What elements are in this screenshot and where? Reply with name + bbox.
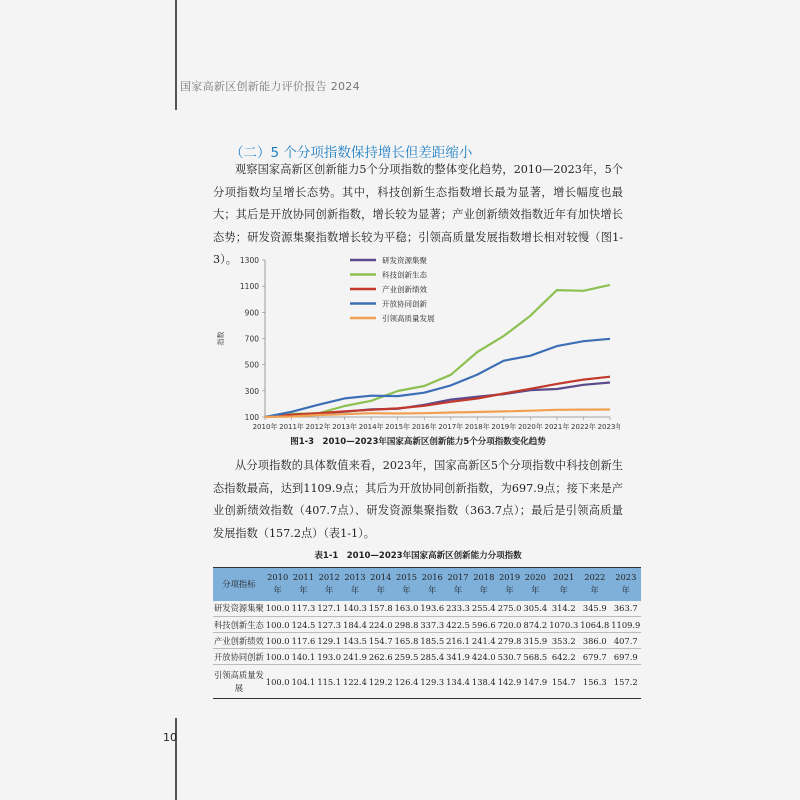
table-cell: 140.3	[342, 601, 368, 617]
x-tick-label: 2017年	[438, 423, 464, 431]
table-header-year: 2018年	[471, 568, 497, 601]
table-header-row	[213, 568, 641, 601]
table-cell: 275.0	[497, 601, 523, 617]
table-cell: 100.0	[265, 617, 291, 633]
table-cell: 314.2	[548, 601, 579, 617]
table-row-label: 研发资源集聚	[213, 601, 265, 617]
table-header-year: 2017年	[445, 568, 471, 601]
y-tick-label: 500	[244, 360, 259, 370]
x-tick-label: 2014年	[358, 423, 384, 431]
legend-label: 研发资源集聚	[382, 256, 427, 265]
x-tick-label: 2019年	[491, 423, 517, 431]
table-cell: 100.0	[265, 633, 291, 649]
table-cell: 298.8	[394, 617, 420, 633]
x-tick-label: 2016年	[411, 423, 437, 431]
series-line	[265, 377, 610, 417]
table-row	[213, 665, 641, 699]
paragraph-2-text: 从分项指数的具体数值来看，2023年，国家高新区5个分项指数中科技创新生态指数最高，达到1109.9点；其后为开放协同创新指数，为697.9点；接下来是产业创新绩效指数（407.7点）、研发资源集聚指数（363.7点）；最后是引领高质量发展指数（157.2点）（表1-1）。	[213, 459, 623, 540]
table-cell: 224.0	[368, 617, 394, 633]
table-cell: 1064.8	[579, 617, 610, 633]
table-cell: 124.5	[291, 617, 317, 633]
index-table	[213, 567, 641, 699]
table-cell: 337.3	[419, 617, 445, 633]
table-cell: 117.3	[291, 601, 317, 617]
table-cell: 241.9	[342, 649, 368, 665]
table-cell: 142.9	[497, 665, 523, 699]
table-cell: 596.6	[471, 617, 497, 633]
table-cell: 422.5	[445, 617, 471, 633]
legend-label: 科技创新生态	[382, 270, 427, 280]
table-cell: 424.0	[471, 649, 497, 665]
table-cell: 530.7	[497, 649, 523, 665]
table-row-label: 开放协同创新	[213, 649, 265, 665]
table-row	[213, 601, 641, 617]
x-tick-label: 2015年	[385, 423, 411, 431]
series-line	[265, 285, 610, 417]
x-tick-label: 2012年	[305, 423, 331, 431]
table-cell: 874.2	[522, 617, 548, 633]
table-header-year: 2022年	[579, 568, 610, 601]
table-header-year: 2013年	[342, 568, 368, 601]
table-cell: 697.9	[610, 649, 641, 665]
table-cell: 193.0	[316, 649, 342, 665]
table-cell: 127.1	[316, 601, 342, 617]
paragraph-2	[213, 455, 623, 545]
table-cell: 184.4	[342, 617, 368, 633]
legend-label: 引领高质量发展	[382, 314, 435, 323]
table-cell: 100.0	[265, 665, 291, 699]
table-cell: 285.4	[419, 649, 445, 665]
y-tick-label: 300	[244, 386, 259, 396]
table-cell: 642.2	[548, 649, 579, 665]
table-cell: 154.7	[548, 665, 579, 699]
page-number: 10	[163, 731, 177, 744]
table-cell: 341.9	[445, 649, 471, 665]
table-cell: 138.4	[471, 665, 497, 699]
table-cell: 353.2	[548, 633, 579, 649]
table-cell: 185.5	[419, 633, 445, 649]
table-cell: 115.1	[316, 665, 342, 699]
table-row-label: 产业创新绩效	[213, 633, 265, 649]
y-tick-label: 700	[244, 334, 259, 344]
table-cell: 104.1	[291, 665, 317, 699]
table-cell: 315.9	[522, 633, 548, 649]
legend-label: 产业创新绩效	[382, 285, 427, 294]
table-header-year: 2019年	[497, 568, 523, 601]
running-header: 国家高新区创新能力评价报告 2024	[180, 80, 360, 93]
table-cell: 127.3	[316, 617, 342, 633]
table-header-year: 2014年	[368, 568, 394, 601]
table-row	[213, 633, 641, 649]
table-cell: 129.1	[316, 633, 342, 649]
table-cell: 216.1	[445, 633, 471, 649]
table-cell: 122.4	[342, 665, 368, 699]
table-cell: 126.4	[394, 665, 420, 699]
table-cell: 407.7	[610, 633, 641, 649]
table-cell: 262.6	[368, 649, 394, 665]
y-tick-label: 900	[244, 308, 259, 318]
table-cell: 568.5	[522, 649, 548, 665]
x-tick-label: 2021年	[544, 423, 570, 431]
x-tick-label: 2011年	[279, 423, 304, 431]
table-cell: 720.0	[497, 617, 523, 633]
paragraph-1-text: 观察国家高新区创新能力5个分项指数的整体变化趋势，2010—2023年，5个分项指数均呈增长态势。其中，科技创新生态指数增长最为显著，增长幅度也最大；其后是开放协同创新指数，增长较为显著；产业创新绩效指数近年有加快增长态势；研发资源集聚指数增长较为平稳；引领高质量发展指数增长相对较慢（图1-3）。	[213, 163, 623, 266]
table-cell: 129.3	[419, 665, 445, 699]
legend-label: 开放协同创新	[382, 299, 427, 309]
x-tick-label: 2020年	[517, 423, 543, 431]
table-caption: 表1-1 2010—2023年国家高新区创新能力分项指数	[314, 551, 522, 561]
table-cell: 154.7	[368, 633, 394, 649]
table-header-year: 2012年	[316, 568, 342, 601]
table-cell: 163.0	[394, 601, 420, 617]
table-cell: 134.4	[445, 665, 471, 699]
table-cell: 305.4	[522, 601, 548, 617]
y-tick-label: 1100	[239, 282, 259, 292]
y-tick-label: 100	[244, 413, 259, 422]
section-title: （二）5 个分项指数保持增长但差距缩小	[230, 145, 473, 161]
table-header-year: 2023年	[610, 568, 641, 601]
table-cell: 140.1	[291, 649, 317, 665]
table-cell: 156.3	[579, 665, 610, 699]
table-cell: 165.8	[394, 633, 420, 649]
table-cell: 157.2	[610, 665, 641, 699]
table-cell: 233.3	[445, 601, 471, 617]
table-cell: 345.9	[579, 601, 610, 617]
chart-svg	[210, 250, 620, 435]
table-cell: 193.6	[419, 601, 445, 617]
table-cell: 241.4	[471, 633, 497, 649]
table-header-year: 2020年	[522, 568, 548, 601]
table-cell: 1070.3	[548, 617, 579, 633]
table-header-indicator: 分项指标	[213, 568, 265, 601]
table-cell: 143.5	[342, 633, 368, 649]
table-cell: 386.0	[579, 633, 610, 649]
table-cell: 117.6	[291, 633, 317, 649]
y-axis-label: 指数	[217, 331, 225, 346]
table-cell: 363.7	[610, 601, 641, 617]
y-tick-label: 1300	[239, 256, 259, 265]
x-tick-label: 2023年	[597, 423, 620, 431]
x-tick-label: 2018年	[464, 423, 490, 431]
table-row-label: 引领高质量发展	[213, 665, 265, 699]
table-body	[213, 601, 641, 699]
table-header-year: 2011年	[291, 568, 317, 601]
table-row	[213, 617, 641, 633]
table-header-year: 2015年	[394, 568, 420, 601]
x-tick-label: 2010年	[252, 423, 278, 431]
table-row-label: 科技创新生态	[213, 617, 265, 633]
figure-caption: 图1-3 2010—2023年国家高新区创新能力5个分项指数变化趋势	[290, 437, 546, 447]
x-tick-label: 2022年	[571, 423, 596, 431]
table-cell: 255.4	[471, 601, 497, 617]
table-cell: 279.8	[497, 633, 523, 649]
series-line	[265, 339, 610, 417]
table-cell: 679.7	[579, 649, 610, 665]
table-header-year: 2010年	[265, 568, 291, 601]
x-tick-label: 2013年	[332, 423, 358, 431]
top-rule	[175, 0, 177, 110]
table-header-year: 2021年	[548, 568, 579, 601]
table-cell: 100.0	[265, 601, 291, 617]
table-cell: 147.9	[522, 665, 548, 699]
table-cell: 157.8	[368, 601, 394, 617]
line-chart	[210, 250, 620, 435]
table-cell: 100.0	[265, 649, 291, 665]
table-header-year: 2016年	[419, 568, 445, 601]
table-cell: 1109.9	[610, 617, 641, 633]
table-row	[213, 649, 641, 665]
table-cell: 259.5	[394, 649, 420, 665]
table-cell: 129.2	[368, 665, 394, 699]
